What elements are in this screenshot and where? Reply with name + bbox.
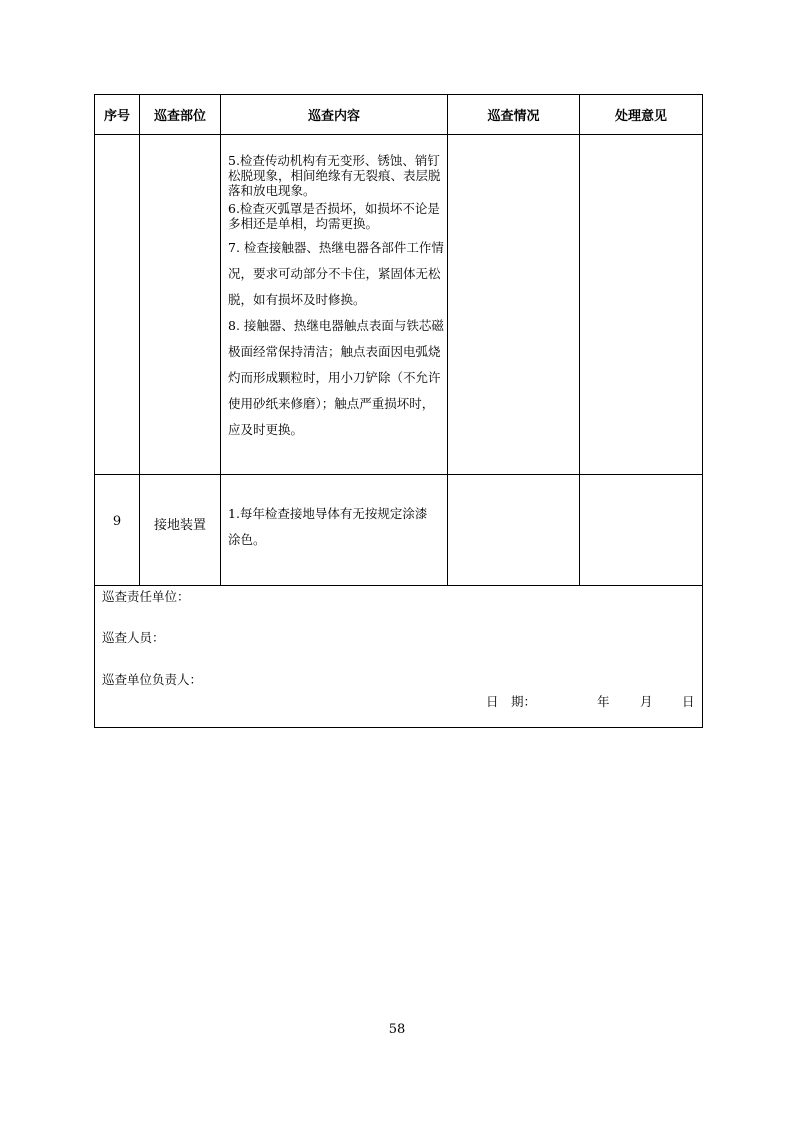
row-1-content — [228, 153, 446, 443]
row-divider — [95, 134, 702, 135]
month-label: 月 — [640, 694, 653, 709]
content-item: 5.检查传动机构有无变形、锈蚀、销钉松脱现象，相间绝缘有无裂痕、表层脱落和放电现象。 — [228, 153, 441, 198]
col-divider — [220, 95, 221, 586]
row-divider — [95, 474, 702, 475]
header-location: 巡查部位 — [153, 108, 206, 124]
content-item: 8. 接触器、热继电器触点表面与铁芯磁极面经常保持清洁；触点表面因电弧烧灼而形成颗粒时，用小刀铲除（不允许使用砂纸来修磨）；触点严重损坏时，应及时更换。 — [228, 318, 444, 437]
content-item: 6.检查灭弧罩是否损坏，如损坏不论是多相还是单相，均需更换。 — [228, 201, 440, 231]
page-number: 58 — [388, 1022, 406, 1037]
year-label: 年 — [597, 694, 610, 709]
header-opinion: 处理意见 — [614, 108, 667, 124]
row-2-content — [228, 501, 436, 553]
header-content: 巡查内容 — [307, 108, 360, 124]
header-status: 巡查情况 — [487, 108, 540, 124]
unit-label: 巡查责任单位： — [102, 589, 190, 604]
personnel-label: 巡查人员： — [102, 630, 165, 645]
col-divider — [447, 95, 448, 586]
row-2-seq: 9 — [112, 514, 122, 529]
row-divider — [95, 585, 702, 586]
date-label: 日 期： — [486, 694, 537, 709]
content-item: 7. 检查接触器、热继电器各部件工作情况，要求可动部分不卡住，紧固体无松脱，如有损坏及时修换。 — [228, 240, 444, 307]
leader-label: 巡查单位负责人： — [102, 672, 203, 687]
day-label: 日 — [682, 694, 695, 709]
col-divider — [139, 95, 140, 586]
content-item: 1.每年检查接地导体有无按规定涂漆涂色。 — [228, 506, 428, 547]
header-seq: 序号 — [103, 108, 130, 124]
col-divider — [579, 95, 580, 586]
inspection-table — [94, 94, 703, 728]
row-2-location: 接地装置 — [153, 518, 206, 533]
